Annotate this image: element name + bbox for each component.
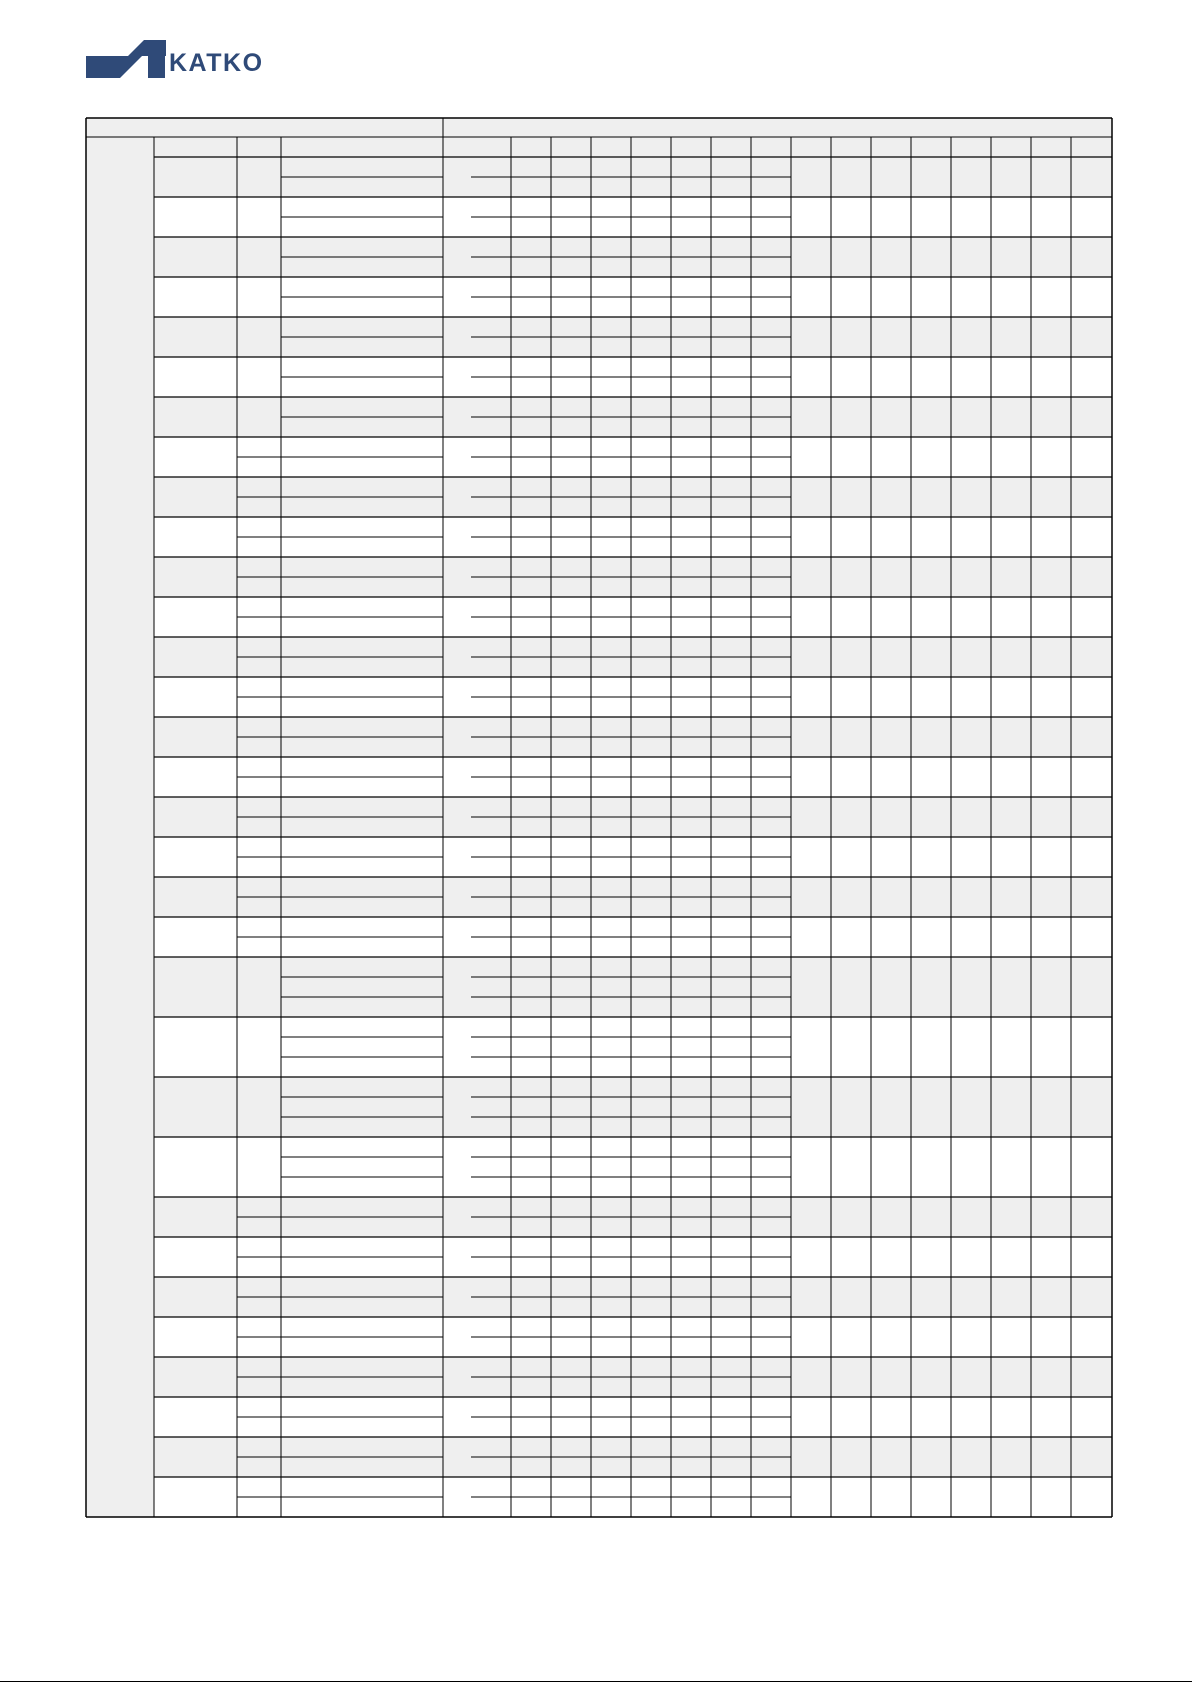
table-row-shade bbox=[154, 957, 1112, 1017]
footer-divider bbox=[0, 1681, 1192, 1682]
category-column bbox=[86, 137, 154, 1517]
brand-name: KATKO bbox=[169, 49, 264, 77]
column-header-band bbox=[154, 137, 1112, 157]
header-right-cell bbox=[443, 118, 1112, 137]
header-left-cell bbox=[86, 118, 443, 137]
table-row-shade bbox=[154, 1077, 1112, 1137]
